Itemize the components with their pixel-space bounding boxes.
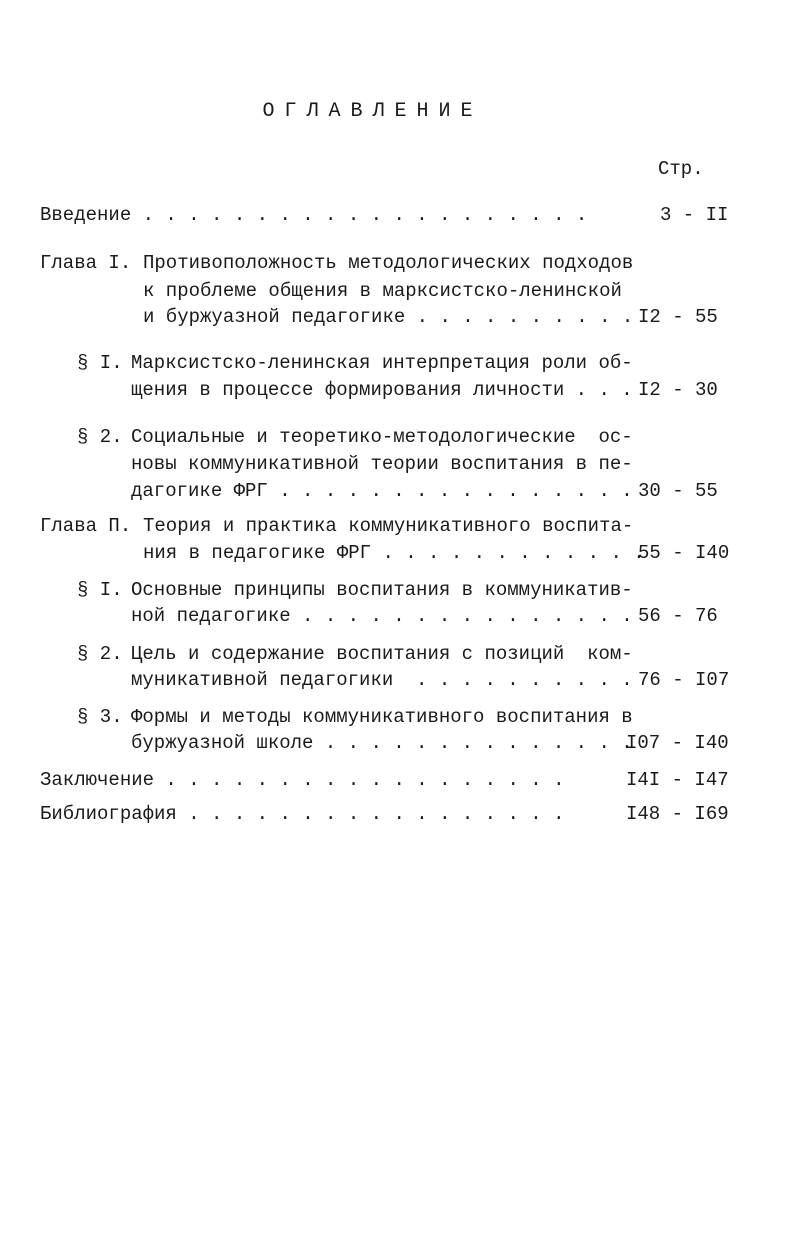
- toc-entry-prefix: § 2.: [77, 643, 123, 665]
- toc-entry-pages: 56 - 76: [638, 605, 718, 627]
- toc-entry-line: дагогике ФРГ . . . . . . . . . . . . . . . .: [131, 480, 633, 502]
- toc-entry-line: Марксистско-ленинская интерпретация роли об-: [131, 352, 633, 374]
- toc-entry-line: ной педагогике . . . . . . . . . . . . . . .: [131, 605, 633, 627]
- toc-entry-prefix: § 3.: [77, 706, 123, 728]
- toc-entry-line: и буржуазной педагогике . . . . . . . . . .: [143, 306, 634, 328]
- toc-entry-line: Заключение . . . . . . . . . . . . . . . . . .: [40, 769, 565, 791]
- toc-entry-prefix: Глава П.: [40, 515, 132, 537]
- toc-entry-pages: I48 - I69: [626, 803, 729, 825]
- toc-entry-line: щения в процессе формирования личности . . .: [131, 379, 633, 401]
- toc-entry-line: Социальные и теоретико-методологические ос-: [131, 426, 633, 448]
- toc-entry-line: Библиография . . . . . . . . . . . . . . . . .: [40, 803, 565, 825]
- toc-entry-line: Противоположность методологических подходов: [143, 252, 634, 274]
- toc-entry-line: ния в педагогике ФРГ . . . . . . . . . . . .: [143, 542, 645, 564]
- toc-entry-pages: 30 - 55: [638, 480, 718, 502]
- toc-entry-pages: 76 - I07: [638, 669, 730, 691]
- toc-entry-prefix: § I.: [77, 352, 123, 374]
- toc-entry-pages: 55 - I40: [638, 542, 730, 564]
- toc-entry-line: муникативной педагогики . . . . . . . . . .: [131, 669, 633, 691]
- page-column-label: Стр.: [658, 158, 704, 180]
- toc-entry-line: Введение . . . . . . . . . . . . . . . . . . . .: [40, 204, 588, 226]
- toc-entry-pages: I2 - 55: [638, 306, 718, 328]
- toc-entry-line: Основные принципы воспитания в коммуникатив-: [131, 579, 633, 601]
- toc-entry-pages: I07 - I40: [626, 732, 729, 754]
- toc-entry-prefix: § I.: [77, 579, 123, 601]
- toc-entry-line: буржуазной школе . . . . . . . . . . . . . .: [131, 732, 633, 754]
- toc-entry-line: Цель и содержание воспитания с позиций ком-: [131, 643, 633, 665]
- toc-entry-line: Формы и методы коммуникативного воспитания в: [131, 706, 633, 728]
- toc-entry-pages: 3 - II: [660, 204, 729, 226]
- toc-entry-pages: I2 - 30: [638, 379, 718, 401]
- page-title: ОГЛАВЛЕНИЕ: [262, 100, 483, 123]
- toc-entry-pages: I4I - I47: [626, 769, 729, 791]
- toc-entry-prefix: Глава I.: [40, 252, 132, 274]
- toc-entry-line: новы коммуникативной теории воспитания в пе-: [131, 453, 633, 475]
- toc-entry-line: к проблеме общения в марксистско-ленинской: [143, 280, 622, 302]
- toc-entry-line: Теория и практика коммуникативного воспита-: [143, 515, 634, 537]
- toc-entry-prefix: § 2.: [77, 426, 123, 448]
